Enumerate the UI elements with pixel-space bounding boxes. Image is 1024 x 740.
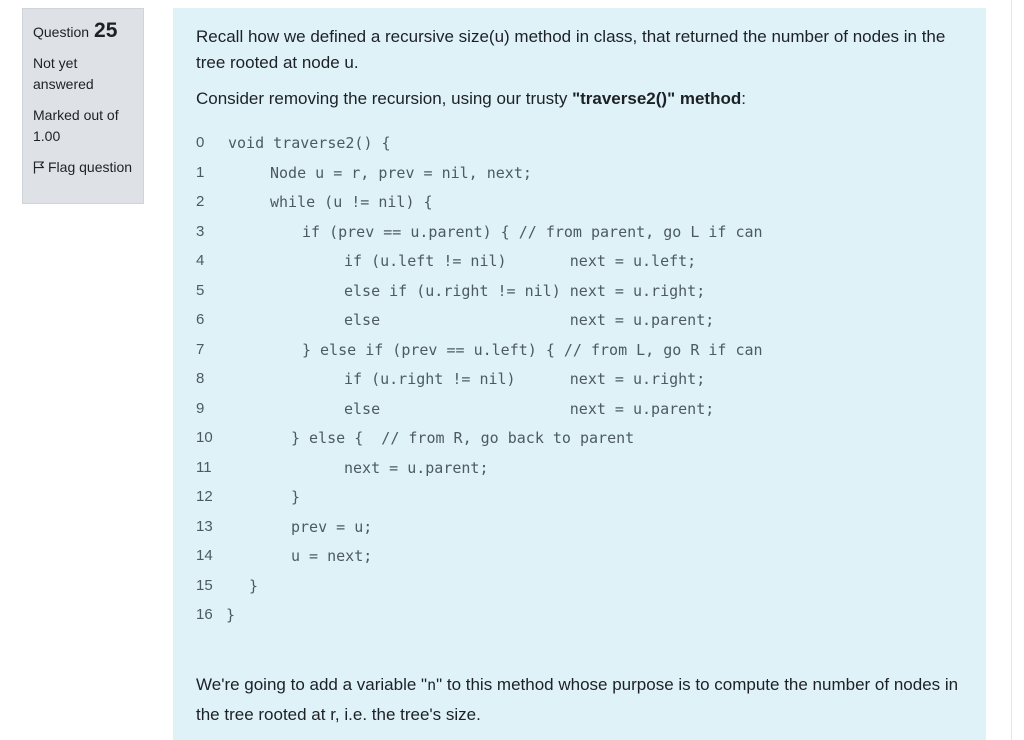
consider-prefix: Consider removing the recursion, using our trusty [196, 89, 573, 108]
code-line [196, 252, 963, 282]
code-text: } [249, 576, 259, 595]
code-line [196, 282, 963, 312]
line-number: 2 [196, 193, 205, 210]
code-line [196, 518, 963, 548]
question-info-panel [22, 8, 144, 204]
code-text: if (prev == u.parent) { // from parent, go L if can [302, 222, 763, 241]
question-state: Not yet answered [33, 55, 94, 92]
scroll-divider [1011, 0, 1012, 740]
outro-suffix: " to this method whose purpose is to compute the number of nodes in the tree rooted at r, i.e. the tree's size. [196, 675, 959, 724]
code-line [196, 164, 963, 194]
code-line [196, 193, 963, 223]
code-text: prev = u; [291, 517, 373, 536]
outro-paragraph [196, 670, 966, 729]
consider-suffix: : [741, 89, 746, 108]
line-number: 3 [196, 222, 205, 240]
code-line [196, 459, 963, 489]
outro-prefix: We're going to add a variable " [196, 675, 428, 694]
line-number: 16 [196, 606, 213, 623]
line-number: 10 [196, 429, 213, 446]
question-number: 25 [94, 19, 118, 42]
line-number: 6 [196, 311, 205, 328]
code-text: } [291, 488, 301, 506]
line-number: 1 [196, 163, 205, 181]
grade-value: 1.00 [33, 128, 61, 144]
code-line [196, 134, 963, 164]
line-number: 8 [196, 370, 205, 387]
code-text: if (u.left != nil) next = u.left; [344, 252, 697, 270]
line-number: 4 [196, 252, 205, 269]
question-text-panel [173, 8, 986, 740]
grade-label: Marked out of [33, 107, 119, 123]
variable-name: n [427, 676, 437, 694]
code-listing [196, 134, 963, 636]
line-number: 15 [196, 576, 213, 594]
line-number: 7 [196, 340, 205, 358]
code-line [196, 400, 963, 430]
consider-paragraph [196, 86, 963, 112]
code-line [196, 311, 963, 341]
question-label: Question [33, 24, 90, 40]
code-line [196, 341, 963, 371]
line-number: 12 [196, 488, 213, 505]
code-line [196, 429, 963, 459]
code-line [196, 606, 963, 636]
line-number: 11 [196, 458, 212, 476]
code-text: else next = u.parent; [344, 311, 715, 329]
flag-icon [33, 161, 45, 174]
code-line [196, 223, 963, 253]
code-line [196, 547, 963, 577]
code-text: while (u != nil) { [270, 193, 433, 211]
code-text: if (u.right != nil) next = u.right; [344, 370, 706, 388]
code-text: } [226, 606, 236, 624]
flag-label: Flag question [48, 159, 133, 175]
line-number: 14 [196, 547, 213, 564]
code-text: u = next; [291, 547, 373, 565]
code-text: } else { // from R, go back to parent [291, 429, 635, 447]
code-text: Node u = r, prev = nil, next; [270, 163, 532, 182]
code-line [196, 370, 963, 400]
question-grade [33, 105, 133, 147]
code-line [196, 577, 963, 607]
code-text: else next = u.parent; [344, 399, 715, 418]
code-text: void traverse2() { [228, 134, 391, 152]
line-number: 0 [196, 134, 205, 151]
code-text: next = u.parent; [344, 458, 489, 477]
intro-paragraph: Recall how we defined a recursive size(u) method in class, that returned the number of nodes in the tree rooted at node u. [196, 27, 946, 72]
consider-method: "traverse2()" method [572, 89, 742, 108]
code-text: } else if (prev == u.left) { // from L, go R if can [302, 340, 763, 359]
line-number: 5 [196, 281, 205, 299]
code-text: else if (u.right != nil) next = u.right; [344, 281, 706, 300]
question-number-line [33, 19, 133, 43]
flag-question-toggle[interactable] [33, 157, 133, 178]
line-number: 13 [196, 517, 213, 535]
line-number: 9 [196, 399, 205, 417]
code-line [196, 488, 963, 518]
